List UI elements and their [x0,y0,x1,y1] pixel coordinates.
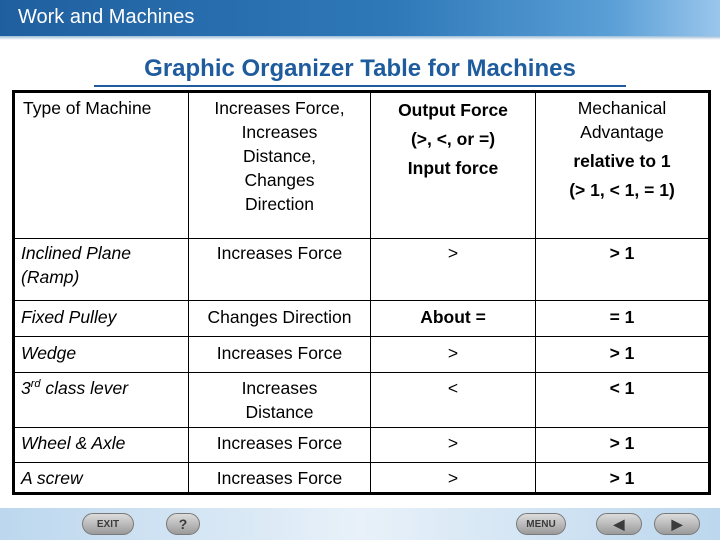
header-mechanical-advantage [536,92,710,239]
table-row [14,337,710,373]
effect-cell: Increases Force [189,463,371,494]
ordinal-suffix: rd [30,378,41,391]
ordinal-number: 3 [21,378,31,398]
machine-line: (Ramp) [21,267,80,287]
arrow-right-icon: ▶ [671,515,683,532]
machine-cell [14,373,189,428]
table-header-row [14,92,710,239]
ma-cell: = 1 [536,301,710,337]
header-line: (> 1, < 1, = 1) [569,180,675,200]
header-title: Work and Machines [18,6,195,28]
effect-line: Increases Force [216,243,343,263]
help-button[interactable]: ? [166,513,200,535]
exit-button[interactable]: EXIT [82,513,134,535]
effect-cell: Increases Force [189,428,371,463]
header-line: Changes [244,170,315,190]
header-line: Advantage [580,122,664,142]
header-line: (>, <, or =) [410,129,496,149]
ma-cell: > 1 [536,337,710,373]
ma-cell: > 1 [536,463,710,494]
table-row [14,428,710,463]
table-row [14,239,710,301]
machine-text: class lever [40,378,129,398]
header-increases [189,92,371,239]
output-cell: < [371,373,536,428]
effect-cell [189,373,371,428]
output-cell: > [371,337,536,373]
menu-button[interactable]: MENU [516,513,566,535]
header-line: Input force [407,158,499,178]
machine-line: Inclined Plane [21,243,131,263]
machine-cell [14,239,189,301]
title-underline [94,85,626,87]
header-line: Distance, [243,146,316,166]
header-line: relative to 1 [573,151,671,171]
page-title: Graphic Organizer Table for Machines [144,55,576,82]
machine-cell: Fixed Pulley [14,301,189,337]
effect-cell [189,239,371,301]
table-row [14,373,710,428]
header-output-force [371,92,536,239]
effect-cell: Increases Force [189,337,371,373]
effect-line: Increases [241,378,318,398]
machine-cell: A screw [14,463,189,494]
effect-cell: Changes Direction [189,301,371,337]
machine-cell: Wheel & Axle [14,428,189,463]
ma-cell: < 1 [536,373,710,428]
header-bar [0,0,720,36]
output-cell: > [371,239,536,301]
ma-cell: > 1 [536,239,710,301]
header-line: Output Force [398,100,508,120]
output-cell: > [371,428,536,463]
machine-cell: Wedge [14,337,189,373]
ma-cell: > 1 [536,428,710,463]
table-row [14,301,710,337]
header-shadow [0,36,720,40]
next-button[interactable] [654,513,700,535]
header-line: Direction [244,194,315,214]
organizer-table [12,90,711,495]
previous-button[interactable] [596,513,642,535]
header-line: Mechanical [577,98,667,118]
arrow-left-icon: ◀ [613,515,625,532]
header-line: Increases [241,122,318,142]
header-line: Increases Force, [214,98,345,118]
table-row [14,463,710,494]
header-type-of-machine [14,92,189,239]
output-cell: > [371,463,536,494]
header-line: Type of Machine [23,98,152,118]
effect-line: Distance [245,402,314,422]
output-cell: About = [371,301,536,337]
